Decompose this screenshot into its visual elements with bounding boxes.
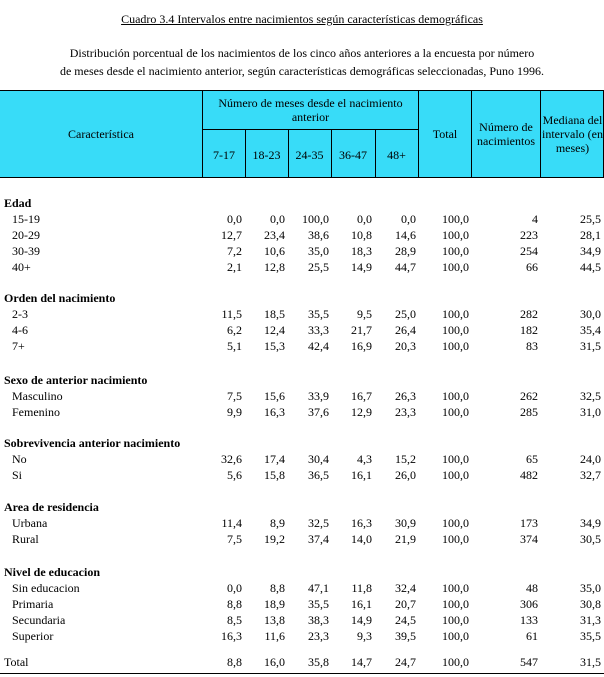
row-value: 35,5 (580, 629, 601, 643)
table-row (0, 339, 604, 355)
row-value: 30,5 (580, 532, 601, 546)
subtitle-line-1: Distribución porcentual de los nacimientos de los cinco años anteriores a la encuesta por número (69, 46, 535, 60)
row-value: 12,7 (221, 228, 242, 242)
row-value: 38,3 (308, 613, 329, 627)
row-value: 26,0 (395, 468, 416, 482)
total-value: 8,8 (227, 655, 242, 669)
row-label: Superior (12, 629, 54, 643)
row-value: 100,0 (442, 629, 469, 643)
header-col-24-35: 24-35 (295, 148, 324, 162)
row-value: 25,5 (308, 260, 329, 274)
total-value: 547 (520, 655, 538, 669)
row-value: 7,2 (227, 244, 242, 258)
table-row (0, 244, 604, 260)
table-header (0, 90, 604, 178)
row-value: 100,0 (442, 613, 469, 627)
table-row (0, 597, 604, 613)
row-value: 20,7 (395, 597, 416, 611)
section-title: Area de residencia (4, 500, 99, 514)
header-col-36-47: 36-47 (339, 148, 367, 162)
section-title: Sexo de anterior nacimiento (4, 373, 148, 387)
total-row (0, 655, 604, 671)
row-value: 19,2 (264, 532, 285, 546)
row-value: 66 (526, 260, 538, 274)
row-value: 11,5 (221, 307, 242, 321)
row-value: 100,0 (442, 323, 469, 337)
row-label: Rural (12, 532, 39, 546)
row-value: 14,0 (351, 532, 372, 546)
row-value: 12,8 (264, 260, 285, 274)
row-value: 100,0 (442, 244, 469, 258)
row-value: 0,0 (357, 212, 372, 226)
header-group: Número de meses desde el nacimiento anterior (218, 96, 403, 124)
row-value: 28,9 (395, 244, 416, 258)
row-label: 15-19 (12, 212, 40, 226)
row-value: 35,4 (580, 323, 601, 337)
row-value: 282 (520, 307, 538, 321)
row-value: 482 (520, 468, 538, 482)
row-value: 14,6 (395, 228, 416, 242)
row-value: 100,0 (442, 452, 469, 466)
row-label: Secundaria (12, 613, 66, 627)
row-value: 16,3 (221, 629, 242, 643)
row-value: 30,8 (580, 597, 601, 611)
row-value: 8,8 (270, 581, 285, 595)
row-value: 12,4 (264, 323, 285, 337)
header-col-7-17: 7-17 (213, 148, 235, 162)
header-divider (202, 91, 203, 177)
row-value: 65 (526, 452, 538, 466)
row-value: 61 (526, 629, 538, 643)
row-value: 182 (520, 323, 538, 337)
row-value: 10,8 (351, 228, 372, 242)
row-value: 15,8 (264, 468, 285, 482)
table-row (0, 228, 604, 244)
total-value: 14,7 (351, 655, 372, 669)
row-value: 25,0 (395, 307, 416, 321)
table-row (0, 516, 604, 532)
row-value: 31,5 (580, 339, 601, 353)
table-row (0, 452, 604, 468)
row-value: 18,3 (351, 244, 372, 258)
row-value: 24,0 (580, 452, 601, 466)
header-subdivider (245, 129, 246, 177)
header-caracteristica: Característica (68, 127, 134, 141)
row-label: Masculino (12, 389, 63, 403)
row-value: 28,1 (580, 228, 601, 242)
row-value: 35,0 (308, 244, 329, 258)
row-value: 173 (520, 516, 538, 530)
row-label: Si (12, 468, 23, 482)
row-value: 37,4 (308, 532, 329, 546)
row-value: 18,9 (264, 597, 285, 611)
row-value: 15,2 (395, 452, 416, 466)
row-value: 83 (526, 339, 538, 353)
section-title: Edad (4, 196, 32, 210)
row-value: 16,9 (351, 339, 372, 353)
row-label: Primaria (12, 597, 54, 611)
row-value: 306 (520, 597, 538, 611)
row-value: 7,5 (227, 389, 242, 403)
row-value: 0,0 (270, 212, 285, 226)
row-value: 32,7 (580, 468, 601, 482)
row-label: 30-39 (12, 244, 40, 258)
row-value: 23,4 (264, 228, 285, 242)
row-value: 32,5 (580, 389, 601, 403)
header-total: Total (432, 127, 458, 141)
row-value: 21,9 (395, 532, 416, 546)
row-label: 20-29 (12, 228, 40, 242)
row-value: 285 (520, 405, 538, 419)
row-value: 17,4 (264, 452, 285, 466)
row-value: 8,8 (227, 597, 242, 611)
row-value: 44,5 (580, 260, 601, 274)
total-value: 31,5 (580, 655, 601, 669)
row-value: 16,1 (351, 597, 372, 611)
row-value: 262 (520, 389, 538, 403)
row-value: 100,0 (442, 389, 469, 403)
row-value: 0,0 (401, 212, 416, 226)
row-value: 7,5 (227, 532, 242, 546)
row-value: 100,0 (442, 260, 469, 274)
row-value: 100,0 (442, 516, 469, 530)
row-value: 34,9 (580, 516, 601, 530)
row-value: 15,3 (264, 339, 285, 353)
row-value: 16,7 (351, 389, 372, 403)
row-value: 5,1 (227, 339, 242, 353)
row-value: 100,0 (442, 339, 469, 353)
row-value: 23,3 (395, 405, 416, 419)
row-value: 2,1 (227, 260, 242, 274)
row-value: 37,6 (308, 405, 329, 419)
row-value: 5,6 (227, 468, 242, 482)
row-value: 100,0 (302, 212, 329, 226)
row-label: Femenino (12, 405, 60, 419)
row-value: 42,4 (308, 339, 329, 353)
row-label: 40+ (12, 260, 31, 274)
row-value: 14,9 (351, 613, 372, 627)
section-title: Sobrevivencia anterior nacimiento (4, 436, 181, 450)
row-value: 9,5 (357, 307, 372, 321)
row-value: 39,5 (395, 629, 416, 643)
header-numero: Número de nacimientos (477, 120, 535, 148)
row-value: 6,2 (227, 323, 242, 337)
row-value: 48 (526, 581, 538, 595)
row-value: 26,4 (395, 323, 416, 337)
total-label: Total (4, 655, 29, 669)
row-value: 11,6 (264, 629, 285, 643)
header-divider (471, 91, 472, 177)
row-value: 100,0 (442, 532, 469, 546)
table-row (0, 405, 604, 421)
row-label: 2-3 (12, 307, 28, 321)
row-value: 18,5 (264, 307, 285, 321)
row-value: 23,3 (308, 629, 329, 643)
row-label: Urbana (12, 516, 48, 530)
row-value: 374 (520, 532, 538, 546)
total-value: 100,0 (442, 655, 469, 669)
table-row (0, 323, 604, 339)
row-label: Sin educacion (12, 581, 80, 595)
header-subdivider (331, 129, 332, 177)
row-value: 11,4 (221, 516, 242, 530)
header-group-underline (202, 129, 418, 130)
row-value: 36,5 (308, 468, 329, 482)
table-row (0, 629, 604, 645)
row-value: 31,0 (580, 405, 601, 419)
row-value: 8,5 (227, 613, 242, 627)
table-row (0, 212, 604, 228)
row-value: 4 (532, 212, 538, 226)
row-value: 223 (520, 228, 538, 242)
row-value: 15,6 (264, 389, 285, 403)
row-value: 20,3 (395, 339, 416, 353)
row-value: 35,0 (580, 581, 601, 595)
header-divider (418, 91, 419, 177)
row-value: 26,3 (395, 389, 416, 403)
table-row (0, 389, 604, 405)
section-title: Orden del nacimiento (4, 291, 116, 305)
table-row (0, 260, 604, 276)
row-value: 16,1 (351, 468, 372, 482)
table-title: Cuadro 3.4 Intervalos entre nacimientos según características demográficas (121, 12, 483, 26)
row-value: 32,4 (395, 581, 416, 595)
row-value: 4,3 (357, 452, 372, 466)
total-value: 16,0 (264, 655, 285, 669)
header-mediana: Mediana del intervalo (en meses) (542, 113, 603, 155)
row-value: 100,0 (442, 307, 469, 321)
table-row (0, 307, 604, 323)
table-subtitle (0, 44, 604, 80)
row-value: 16,3 (264, 405, 285, 419)
row-value: 30,4 (308, 452, 329, 466)
row-value: 38,6 (308, 228, 329, 242)
row-value: 32,6 (221, 452, 242, 466)
row-value: 100,0 (442, 228, 469, 242)
row-value: 8,9 (270, 516, 285, 530)
table-row (0, 468, 604, 484)
header-col-48-plus: 48+ (387, 148, 406, 162)
row-value: 35,5 (308, 597, 329, 611)
table-row (0, 581, 604, 597)
row-value: 0,0 (227, 581, 242, 595)
row-value: 100,0 (442, 405, 469, 419)
subtitle-line-2: de meses desde el nacimiento anterior, según características demográficas seleccionadas, Puno 1996. (59, 64, 544, 78)
row-value: 33,3 (308, 323, 329, 337)
row-value: 25,5 (580, 212, 601, 226)
row-value: 30,9 (395, 516, 416, 530)
total-value: 24,7 (395, 655, 416, 669)
row-value: 12,9 (351, 405, 372, 419)
row-value: 24,5 (395, 613, 416, 627)
section-title: Nivel de educacion (4, 565, 100, 579)
row-label: 4-6 (12, 323, 28, 337)
row-value: 9,9 (227, 405, 242, 419)
row-value: 11,8 (351, 581, 372, 595)
row-value: 254 (520, 244, 538, 258)
row-value: 30,0 (580, 307, 601, 321)
row-value: 31,3 (580, 613, 601, 627)
row-value: 21,7 (351, 323, 372, 337)
row-value: 32,5 (308, 516, 329, 530)
row-value: 9,3 (357, 629, 372, 643)
row-value: 44,7 (395, 260, 416, 274)
row-value: 10,6 (264, 244, 285, 258)
row-value: 34,9 (580, 244, 601, 258)
total-value: 35,8 (308, 655, 329, 669)
row-value: 0,0 (227, 212, 242, 226)
row-value: 100,0 (442, 212, 469, 226)
header-col-18-23: 18-23 (252, 148, 281, 162)
row-value: 100,0 (442, 468, 469, 482)
row-value: 16,3 (351, 516, 372, 530)
row-value: 13,8 (264, 613, 285, 627)
row-value: 100,0 (442, 581, 469, 595)
row-label: No (12, 452, 27, 466)
row-value: 100,0 (442, 597, 469, 611)
header-divider (540, 91, 541, 177)
row-value: 47,1 (308, 581, 329, 595)
row-label: 7+ (12, 339, 25, 353)
table-row (0, 532, 604, 548)
table-row (0, 613, 604, 629)
row-value: 14,9 (351, 260, 372, 274)
row-value: 133 (520, 613, 538, 627)
header-subdivider (288, 129, 289, 177)
table-bottom-rule (0, 673, 604, 674)
header-subdivider (375, 129, 376, 177)
row-value: 33,9 (308, 389, 329, 403)
row-value: 35,5 (308, 307, 329, 321)
